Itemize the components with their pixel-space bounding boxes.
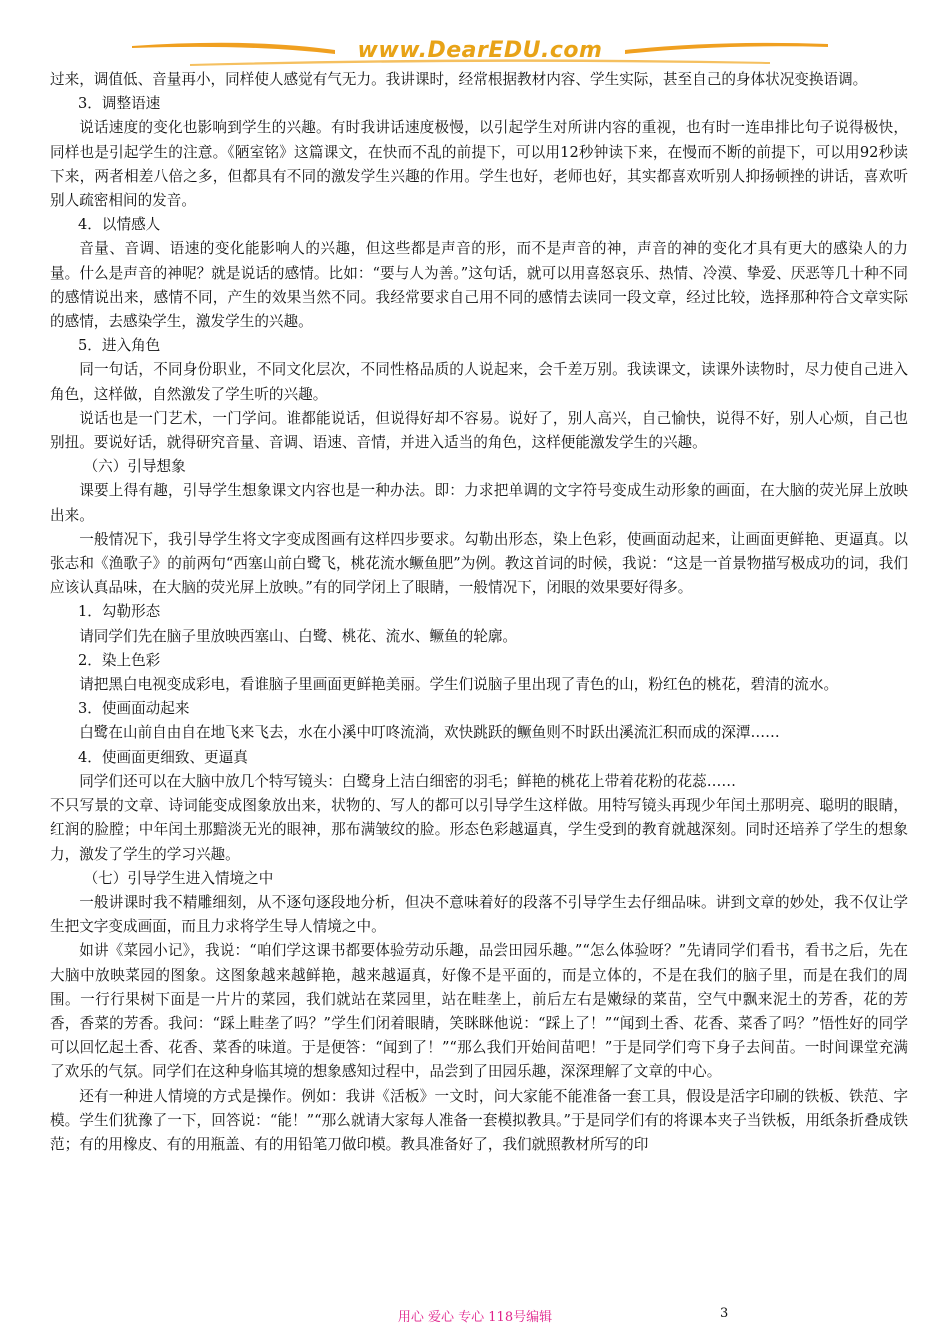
body-paragraph: 请同学们先在脑子里放映西塞山、白鹭、桃花、流水、鳜鱼的轮廓。: [79, 627, 518, 645]
body-paragraph: 白鹭在山前自由自在地飞来飞去，水在小溪中叮咚流淌，欢快跳跃的鳜鱼则不时跃出溪流汇积而成的深潭……: [79, 724, 780, 742]
section-heading: （七）引导学生进入情境之中: [83, 869, 274, 887]
body-paragraph: 同学们还可以在大脑中放几个特写镜头：白鹭身上洁白细密的羽毛；鲜艳的桃花上带着花粉的花蕊……: [79, 772, 736, 790]
body-paragraph: 同一句话，不同身份职业，不同文化层次，不同性格品质的人说起来，会千差万别。我读课文，读课外读物时，尽力使自己进入角色，这样做，自然激发了学生听的兴趣。: [50, 361, 908, 403]
section-heading: 4．使画面更细致、更逼真: [78, 748, 248, 766]
body-paragraph: 不只写景的文章、诗词能变成图象放出来，状物的、写人的都可以引导学生这样做。用特写镜头再现少年闰土那明亮、聪明的眼睛，红润的脸膛；中年闰土那黯淡无光的眼神，那布满皱纹的脸。形态色彩越逼真，学生受到的教育就越深刻。同时还培养了学生的想象力，激发了学生的学习兴趣。: [50, 797, 908, 863]
page-footer: [0, 1306, 950, 1330]
body-paragraph: 课要上得有趣，引导学生想象课文内容也是一种办法。即：力求把单调的文字符号变成生动形象的画面，在大脑的荧光屏上放映出来。: [50, 482, 908, 524]
body-paragraph: 如讲《菜园小记》，我说：“咱们学这课书都要体验劳动乐趣，品尝田园乐趣。”“怎么体验呀？”先请同学们看书，看书之后，先在大脑中放映菜园的图象。这图象越来越鲜艳，越来越逼真，好像不是平面的，而是立体的，不是在我们的脑子里，而是在我们的周围。一行行果树下面是一片片的菜园，我们就站在菜园里，站在畦垄上，前后左右是嫩绿的菜苗，空气中飘来泥土的芳香，花的芳香，香菜的芳香。我问：“踩上畦垄了吗？”学生们闭着眼睛，笑眯眯他说：“踩上了！”“闻到土香、花香、菜香了吗？”悟性好的同学可以回忆起土香、花香、菜香的味道。于是便答：“闻到了！”“那么我们开始间苗吧！”于是同学们弯下身子去间苗。一时间课堂充满了欢乐的气氛。同学们在这种身临其境的想象感知过程中，品尝到了田园乐趣，深深理解了文章的中心。: [50, 942, 908, 1081]
site-header: [130, 34, 830, 70]
body-paragraph: 说话也是一门艺术，一门学问。谁都能说话，但说得好却不容易。说好了，别人高兴，自己愉快，说得不好，别人心烦，自己也别扭。要说好话，就得研究音量、音调、语速、音情，并进入适当的角色，这样便能激发学生的兴趣。: [50, 409, 908, 452]
section-heading: 3．使画面动起来: [78, 700, 190, 718]
body-paragraph: 一般情况下，我引导学生将文字变成图画有这样四步要求。勾勒出形态，染上色彩，使画面动起来，让画面更鲜艳、更逼真。以张志和《渔歌子》的前两句“西塞山前白鹭飞，桃花流水鳜鱼肥”为例。教这首词的时候，我说：“这是一首景物描写极成功的词，我们应该认真品味，在大脑的荧光屏上放映。”有的同学闭上了眼睛，一般情况下，闭眼的效果要好得多。: [50, 530, 908, 597]
body-paragraph: 音量、音调、语速的变化能影响人的兴趣，但这些都是声音的形，而不是声音的神，声音的神的变化才具有更大的感染人的力量。什么是声音的神呢？就是说话的感情。比如：“要与人为善。”这句话，就可以用喜怒哀乐、热情、冷漠、挚爱、厌恶等几十种不同的感情说出来，感情不同，产生的效果当然不同。我经常要求自己用不同的感情去读同一段文章，经过比较，选择那种符合文章实际的感情，去感染学生，激发学生的兴趣。: [50, 240, 908, 331]
body-paragraph: 过来，调值低、音量再小，同样使人感觉有气无力。我讲课时，经常根据教材内容、学生实际，甚至自己的身体状况变换语调。: [50, 71, 868, 88]
section-heading: 1．勾勒形态: [78, 603, 161, 621]
body-paragraph: 说话速度的变化也影响到学生的兴趣。有时我讲话速度极慢，以引起学生对所讲内容的重视，也有时一连串排比句子说得极快，同样也是引起学生的注意。《陋室铭》这篇课文，在快而不乱的前提下，可以用12秒钟读下来，在慢而不断的前提下，可以用92秒读下来，两者相差八倍之多，但都具有不同的激发学生兴趣的作用。学生也好，老师也好，其实都喜欢听别人抑扬顿挫的讲话，喜欢听别人疏密相间的发音。: [50, 119, 908, 210]
page-number: 3: [720, 1306, 729, 1321]
section-heading: 2．染上色彩: [78, 651, 161, 669]
section-heading: 5．进入角色: [78, 337, 161, 355]
section-heading: 3．调整语速: [78, 95, 161, 113]
body-paragraph: 一般讲课时我不精雕细刻，从不逐句逐段地分析，但决不意味着好的段落不引导学生去仔细品味。讲到文章的妙处，我不仅让学生把文字变成画面，而且力求将学生导人情境之中。: [50, 893, 908, 936]
document-body: [50, 68, 908, 1157]
section-heading: 4．以情感人: [78, 216, 161, 234]
site-logo-text: www.DearEDU.com: [357, 38, 603, 63]
body-paragraph: 还有一种进人情境的方式是操作。例如：我讲《活板》一文时，问大家能不能准备一套工具，假设是活字印刷的铁板、铁范、字模。学生们犹豫了一下，回答说：“能！”“那么就请大家每人准备一套模拟教具。”于是同学们有的将课本夹子当铁板，用纸条折叠成铁范；有的用橡皮、有的用瓶盖、有的用铅笔刀做印模。教具准备好了，我们就照教材所写的印: [50, 1087, 908, 1153]
section-heading: （六）引导想象: [83, 458, 186, 476]
body-paragraph: 请把黑白电视变成彩电，看谁脑子里画面更鲜艳美丽。学生们说脑子里出现了青色的山，粉红色的桃花，碧清的流水。: [79, 676, 839, 694]
footer-slogan: 用心 爱心 专心 118号编辑: [397, 1310, 553, 1325]
